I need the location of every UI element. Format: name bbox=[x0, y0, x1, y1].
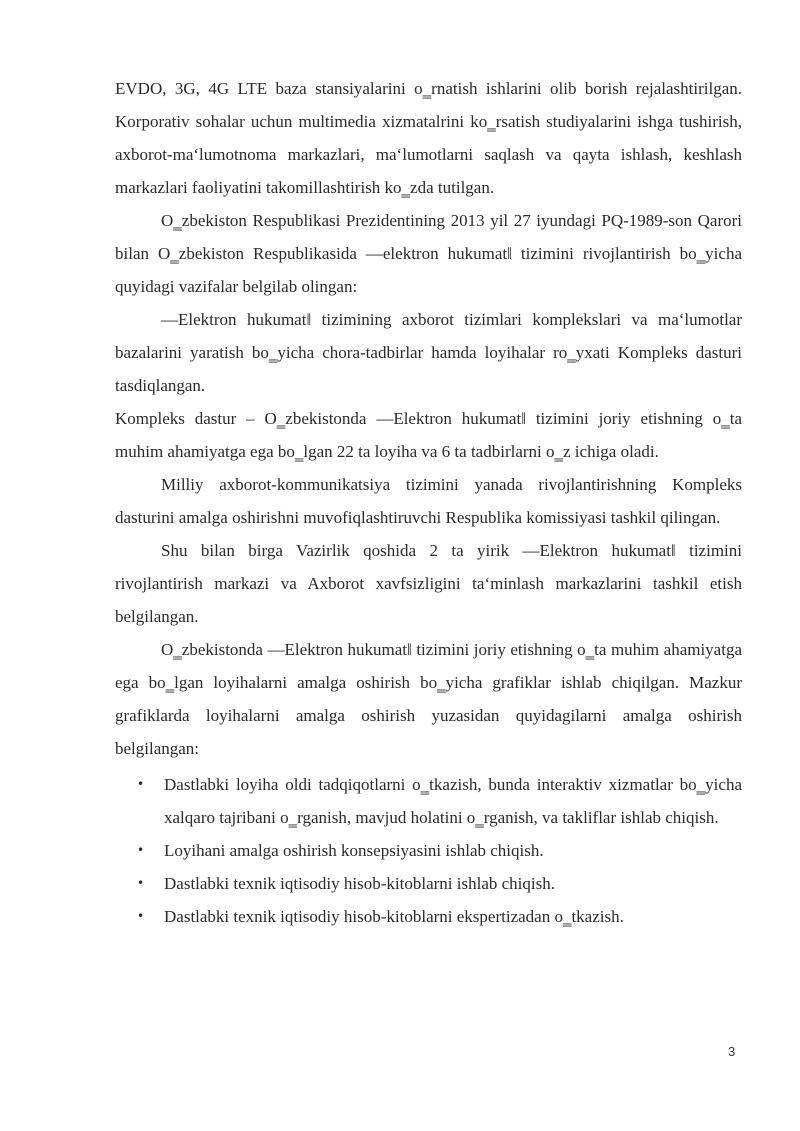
list-item bbox=[115, 900, 742, 933]
bullet-icon: • bbox=[137, 876, 145, 890]
bullet-icon: • bbox=[137, 843, 145, 857]
list-item-text: Dastlabki texnik iqtisodiy hisob-kitoblarni ishlab chiqish. bbox=[164, 874, 555, 893]
document-page bbox=[115, 72, 742, 933]
paragraph-complex-program: ―Elektron hukumat‖ tizimining axborot tizimlari komplekslari va ma‘lumotlar bazalarini yaratish bo‗yicha chora-tadbirlar hamda loyihalar ro‗yxati Kompleks dasturi tasdiqlangan. bbox=[115, 310, 742, 395]
paragraph-continuation: EVDO, 3G, 4G LTE baza stansiyalarini o‗rnatish ishlarini olib borish rejalashtirilgan. Korporativ sohalar uchun multimedia xizmatalrini ko‗rsatish studiyalarini ishga tushirish, axborot-ma‘lumotnoma markazlari, ma‘lumotlarni saqlash va qayta ishlash, keshlash markazlari faoliyatini takomillashtirish ko‗zda tutilgan. bbox=[115, 79, 742, 197]
list-item-text: Loyihani amalga oshirish konsepsiyasini ishlab chiqish. bbox=[164, 841, 544, 860]
bullet-icon: • bbox=[137, 909, 145, 923]
paragraph-presidential-decree: O‗zbekiston Respublikasi Prezidentining 2013 yil 27 iyundagi PQ-1989-son Qarori bilan O‗zbekiston Respublikasida ―elektron hukumat‖ tizimini rivojlantirish bo‗yicha quyidagi vazifalar belgilab olingan: bbox=[115, 211, 742, 296]
list-item bbox=[115, 834, 742, 867]
paragraph-republic-commission: Milliy axborot-kommunikatsiya tizimini yanada rivojlantirishning Kompleks dasturini amalga oshirishni muvofiqlashtiruvchi Respublika komissiyasi tashkil qilingan. bbox=[115, 475, 742, 527]
paragraph-implementation-schedules: O‗zbekistonda ―Elektron hukumat‖ tizimini joriy etishning o‗ta muhim ahamiyatga ega bo‗lgan loyihalarni amalga oshirish bo‗yicha grafiklar ishlab chiqilgan. Mazkur grafiklarda loyihalarni amalga oshirish yuzasidan quyidagilarni amalga oshirish belgilangan: bbox=[115, 640, 742, 758]
paragraph-complex-program-projects: Kompleks dastur – O‗zbekistonda ―Elektron hukumat‖ tizimini joriy etishning o‗ta muhim ahamiyatga ega bo‗lgan 22 ta loyiha va 6 ta tadbirlarni o‗z ichiga oladi. bbox=[115, 409, 742, 461]
page-number: 3 bbox=[728, 1044, 736, 1059]
bullet-icon: • bbox=[137, 777, 145, 791]
list-item-text: Dastlabki texnik iqtisodiy hisob-kitoblarni ekspertizadan o‗tkazish. bbox=[164, 907, 624, 926]
list-item bbox=[115, 867, 742, 900]
bullet-list bbox=[115, 768, 742, 933]
paragraph-ministry-centers: Shu bilan birga Vazirlik qoshida 2 ta yirik ―Elektron hukumat‖ tizimini rivojlantirish markazi va Axborot xavfsizligini ta‘minlash markazlarini tashkil etish belgilangan. bbox=[115, 541, 742, 626]
list-item bbox=[115, 768, 742, 834]
list-item-text: Dastlabki loyiha oldi tadqiqotlarni o‗tkazish, bunda interaktiv xizmatlar bo‗yicha xalqaro tajribani o‗rganish, mavjud holatini o‗rganish, va takliflar ishlab chiqish. bbox=[164, 775, 742, 827]
